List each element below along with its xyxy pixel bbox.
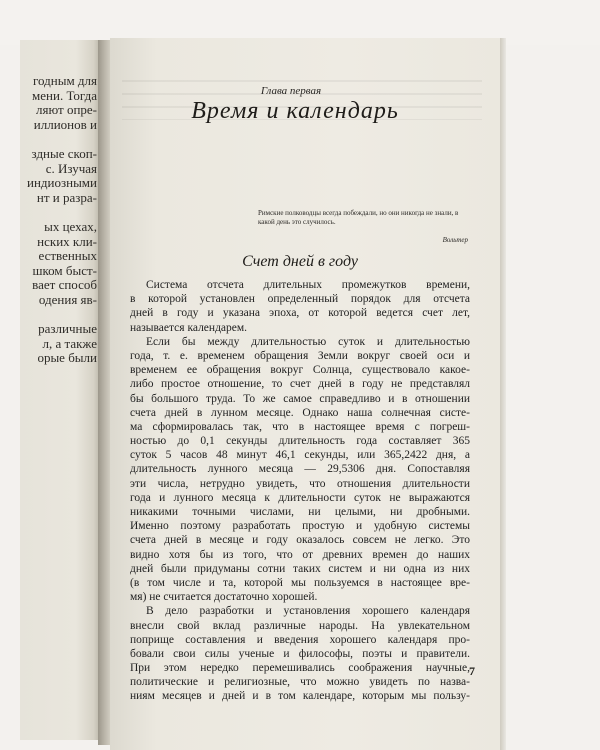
paragraph-line: бовали свои силы ученые и философы, поэты и правители.	[130, 647, 470, 660]
paragraph-line: дней были придуманы сотни таких систем и ни одна из них	[130, 562, 470, 575]
paragraph	[130, 278, 470, 335]
chapter-title: Время и календарь	[191, 98, 399, 124]
paragraph-line: политические и религиозные, что можно увидеть по назва-	[130, 676, 470, 689]
paragraph-line: временем ее обращения вокруг Солнца, существовало какое-	[130, 364, 470, 377]
left-page-line: здные скоп-	[31, 146, 97, 161]
paragraph-line: никакими точными числами, ни целыми, ни дробными.	[130, 506, 470, 518]
left-page-line: шком быст-	[32, 262, 97, 278]
paragraph-line: счета дней в лунном месяце. Однако наша солнечная систе-	[130, 406, 470, 419]
left-page-line: ляют опре-	[36, 102, 97, 118]
left-page-line: различные	[38, 321, 97, 337]
paragraph-line: эти числа, нетрудно увидеть, что отношения длительности	[130, 477, 470, 490]
paragraph-line: называется календарем.	[130, 321, 248, 334]
left-page-line: ественных	[38, 248, 97, 264]
left-page-line: ых цехах,	[44, 219, 97, 234]
left-page-line: орые были	[37, 350, 97, 366]
paragraph-line: В дело разработки и установления хорошего календаря	[146, 605, 470, 618]
paragraph-line: суток 5 часов 48 минут 46,1 секунды, или 365,2422 дня, а	[130, 449, 470, 462]
paragraph-line: ностью до 0,1 секунды длительность года составляет 365	[130, 435, 470, 448]
left-page-line: мени. Тогда	[32, 87, 97, 103]
paragraph-line: Если бы между длительностью суток и длительностью	[146, 335, 470, 348]
section-title: Счет дней в году	[242, 253, 358, 270]
paragraph-line: счета дней в месяце и году оказалось совсем не легко. Это	[130, 534, 470, 547]
paragraph-line: ниям месяцев и дней и в том календаре, которым мы пользу-	[130, 690, 470, 703]
left-page-line: одения яв-	[38, 292, 97, 307]
left-page-line: индиозными	[27, 175, 97, 191]
left-page-line: с. Изучая	[45, 160, 97, 176]
paragraph-line: года и лунного месяца к длительности суток не выражаются	[130, 491, 470, 504]
paragraph-line: (в том числе и та, которой мы пользуемся в настоящее вре-	[130, 576, 470, 589]
paragraph-line: Именно поэтому разработать простую и удобную системы	[130, 520, 470, 533]
left-page	[20, 40, 100, 740]
body-text	[130, 278, 470, 704]
paragraph	[130, 335, 470, 605]
paragraph-line: бы большого труда. То же самое справедливо и в отношении	[130, 392, 470, 405]
paragraph-line: длительность лунного месяца — 29,5306 дня. Сопоставляя	[130, 463, 470, 476]
left-page-line: иллионов и	[33, 116, 97, 132]
paragraph-line: либо простое отношение, то счет дней в году не представлял	[130, 378, 470, 391]
paragraph-line: мя) не считается достаточно хорошей.	[130, 591, 318, 604]
left-page-line: годным для	[33, 73, 97, 88]
paragraph-line: ма сформировалась так, что в настоящее время с погреш-	[130, 420, 470, 433]
left-page-line: л, а также	[42, 335, 97, 351]
left-page-line: нт и разра-	[36, 189, 97, 205]
paragraph-line: При этом нередко перемешивались соображения научные,	[130, 662, 470, 675]
paragraph-line: видно хотя бы из того, что от древних времен до наших	[130, 548, 470, 561]
page-number: 7	[469, 664, 475, 678]
paragraph	[130, 604, 470, 703]
left-page-line: вает способ	[32, 277, 97, 293]
epigraph-author: Вольтер	[442, 236, 468, 244]
left-page-line: нских кли-	[37, 233, 97, 249]
paragraph-line: в которой установлен определенный порядок для отсчета	[130, 293, 470, 306]
page-edge	[500, 38, 506, 750]
paragraph-line: Система отсчета длительных промежутков времени,	[146, 279, 470, 291]
paragraph-line: поприще составления и введения хорошего календаря про-	[130, 633, 470, 646]
epigraph-text: Римские полководцы всегда побеждали, но они никогда не знали, в какой день это случилось.	[258, 209, 459, 226]
paragraph-line: внесли свой вклад различные народы. На увлекательном	[130, 619, 470, 632]
paragraph-line: дней в году и указана эпоха, от которой ведется счет лет,	[130, 307, 470, 320]
chapter-label: Глава первая	[260, 85, 322, 97]
paragraph-line: года, т. е. временем обращения Земли вокруг своей оси и	[130, 349, 470, 362]
